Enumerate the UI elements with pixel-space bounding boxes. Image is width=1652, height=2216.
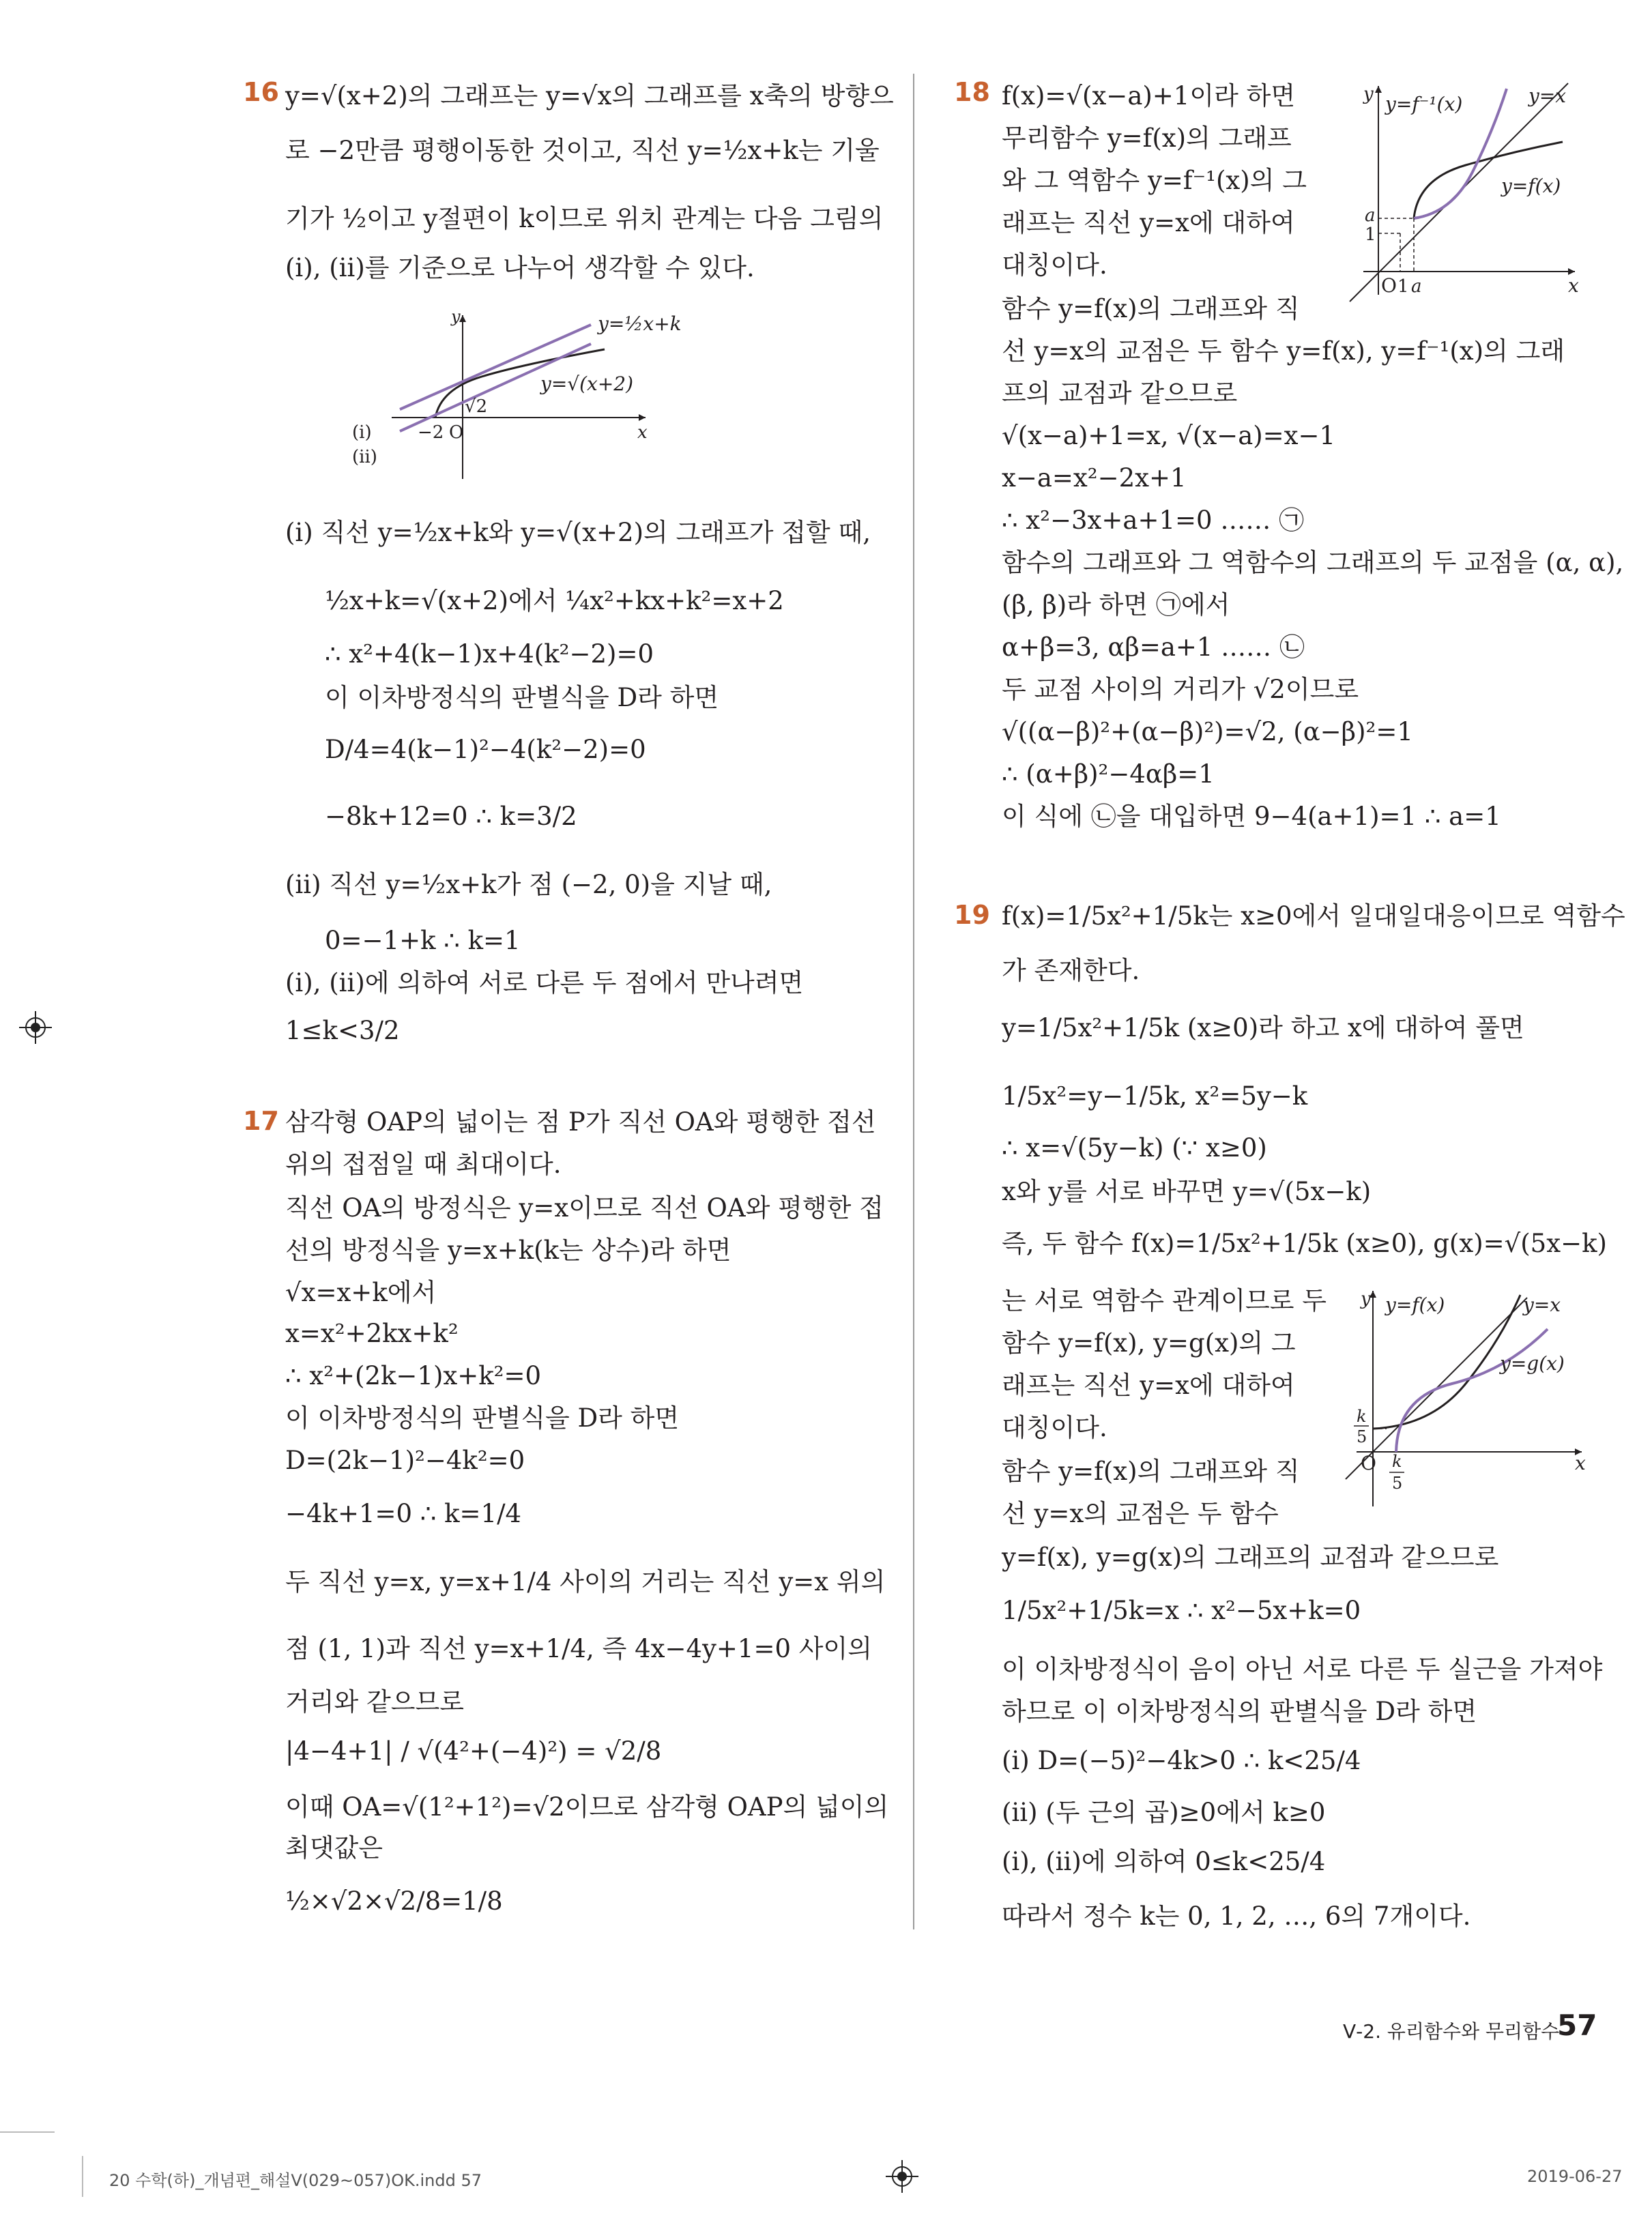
text-line: 이때 OA=√(1²+1²)=√2이므로 삼각형 OAP의 넓이의 bbox=[285, 1792, 889, 1822]
print-slug-date: 2019-06-27 bbox=[1527, 2167, 1623, 2186]
text-line: −8k+12=0 ∴ k=3/2 bbox=[325, 802, 577, 831]
text-line: |4−4+1| / √(4²+(−4)²) = √2/8 bbox=[285, 1736, 662, 1766]
identity-label: y=x bbox=[1523, 1294, 1561, 1316]
text-line: 로 −2만큼 평행이동한 것이고, 직선 y=½x+k는 기울 bbox=[285, 136, 880, 165]
axis-x-label: x bbox=[1575, 1452, 1586, 1474]
text-line: 선 y=x의 교점은 두 함수 bbox=[1002, 1499, 1279, 1528]
column-divider bbox=[913, 74, 914, 1929]
page-number: 57 bbox=[1557, 2009, 1597, 2042]
text-line: (ⅱ) (두 근의 곱)≥0에서 k≥0 bbox=[1002, 1798, 1326, 1827]
curve-label: y=√(x+2) bbox=[540, 373, 634, 395]
axis-y-label: y bbox=[451, 307, 461, 326]
text-line: 는 서로 역함수 관계이므로 두 bbox=[1002, 1286, 1327, 1315]
text-line: (ⅱ) 직선 y=½x+k가 점 (−2, 0)을 지날 때, bbox=[285, 870, 772, 899]
text-line: 두 직선 y=x, y=x+1/4 사이의 거리는 직선 y=x 위의 bbox=[285, 1567, 886, 1597]
chapter-footer: Ⅴ-2. 유리함수와 무리함수 bbox=[1343, 2020, 1560, 2043]
text-line: (ⅰ) D=(−5)²−4k>0 ∴ k<25/4 bbox=[1002, 1746, 1361, 1775]
text-line: 위의 접점일 때 최대이다. bbox=[285, 1150, 562, 1179]
text-line: α+β=3, αβ=a+1 …… ㉡ bbox=[1002, 632, 1305, 662]
k5-y-denominator: 5 bbox=[1357, 1427, 1367, 1446]
text-line: D=(2k−1)²−4k²=0 bbox=[285, 1446, 525, 1475]
g-label: y=g(x) bbox=[1500, 1352, 1565, 1375]
text-line: 함수 y=f(x)의 그래프와 직 bbox=[1002, 294, 1300, 323]
text-line: 1≤k<3/2 bbox=[285, 1016, 400, 1045]
text-line: (ⅰ), (ⅱ)에 의하여 0≤k<25/4 bbox=[1002, 1847, 1326, 1876]
figure-16-graph bbox=[352, 302, 682, 490]
text-line: 래프는 직선 y=x에 대하여 bbox=[1002, 1371, 1295, 1400]
f-label: y=f(x) bbox=[1385, 1294, 1445, 1316]
text-line: −4k+1=0 ∴ k=1/4 bbox=[285, 1499, 522, 1528]
origin-label: O bbox=[1381, 274, 1397, 297]
text-line: 함수 y=f(x)의 그래프와 직 bbox=[1002, 1457, 1300, 1486]
origin-label: O bbox=[449, 422, 464, 443]
k5-x-denominator: 5 bbox=[1392, 1474, 1403, 1493]
axis-x-label: x bbox=[637, 422, 648, 443]
text-line: 즉, 두 함수 f(x)=1/5x²+1/5k (x≥0), g(x)=√(5x−k) bbox=[1002, 1229, 1607, 1258]
text-line: 0=−1+k ∴ k=1 bbox=[325, 926, 521, 955]
sqrt2-label: √2 bbox=[465, 396, 488, 417]
axis-y-label: y bbox=[1361, 1289, 1371, 1309]
text-line: √((α−β)²+(α−β)²)=√2, (α−β)²=1 bbox=[1002, 717, 1413, 746]
k5-x-numerator: k bbox=[1392, 1452, 1402, 1471]
text-line: √(x−a)+1=x, √(x−a)=x−1 bbox=[1002, 421, 1336, 450]
text-line: x−a=x²−2x+1 bbox=[1002, 463, 1187, 493]
text-line: 함수 y=f(x), y=g(x)의 그 bbox=[1002, 1328, 1296, 1358]
one-x-label: 1 bbox=[1397, 276, 1409, 297]
problem-number: 16 bbox=[243, 77, 279, 107]
text-line: ∴ x²+4(k−1)x+4(k²−2)=0 bbox=[325, 639, 654, 669]
text-line: D/4=4(k−1)²−4(k²−2)=0 bbox=[325, 735, 646, 764]
text-line: 이 이차방정식의 판별식을 D라 하면 bbox=[325, 683, 719, 712]
registration-mark-icon bbox=[886, 2160, 918, 2193]
text-line: 대칭이다. bbox=[1002, 1413, 1107, 1442]
a-axis-label: a bbox=[1365, 205, 1376, 226]
problem-number: 17 bbox=[243, 1106, 279, 1136]
k5-y-numerator: k bbox=[1357, 1407, 1367, 1426]
text-line: √x=x+k에서 bbox=[285, 1278, 437, 1307]
text-line: 최댓값은 bbox=[285, 1833, 383, 1863]
problem-number: 18 bbox=[954, 77, 990, 107]
text-line: y=1/5x²+1/5k (x≥0)라 하고 x에 대하여 풀면 bbox=[1002, 1013, 1524, 1043]
text-line: (ⅰ), (ⅱ)를 기준으로 나누어 생각할 수 있다. bbox=[285, 253, 755, 282]
text-line: 삼각형 OAP의 넓이는 점 P가 직선 OA와 평행한 접선 bbox=[285, 1107, 876, 1137]
text-line: 함수의 그래프와 그 역함수의 그래프의 두 교점을 (α, α), bbox=[1002, 548, 1624, 577]
case-ii-label: (ⅱ) bbox=[352, 447, 377, 467]
inverse-label: y=f⁻¹(x) bbox=[1385, 93, 1463, 115]
text-line: 하므로 이 이차방정식의 판별식을 D라 하면 bbox=[1002, 1697, 1477, 1726]
problem-number: 19 bbox=[954, 900, 990, 930]
text-line: (ⅰ), (ⅱ)에 의하여 서로 다른 두 점에서 만나려면 bbox=[285, 968, 804, 997]
text-line: ∴ x²+(2k−1)x+k²=0 bbox=[285, 1361, 542, 1390]
f-label: y=f(x) bbox=[1501, 175, 1561, 197]
text-line: x와 y를 서로 바꾸면 y=√(5x−k) bbox=[1002, 1177, 1372, 1206]
text-line: ½x+k=√(x+2)에서 ¼x²+kx+k²=x+2 bbox=[325, 586, 784, 615]
crop-line bbox=[0, 2131, 55, 2133]
text-line: 이 이차방정식의 판별식을 D라 하면 bbox=[285, 1403, 680, 1433]
a-x-label: a bbox=[1411, 276, 1422, 297]
text-line: ½×√2×√2/8=1/8 bbox=[285, 1886, 503, 1916]
origin-label: O bbox=[1361, 1452, 1376, 1474]
neg2-label: −2 bbox=[418, 422, 444, 443]
text-line: 대칭이다. bbox=[1002, 250, 1107, 280]
text-line: 무리함수 y=f(x)의 그래프 bbox=[1002, 123, 1292, 153]
text-line: 이 식에 ㉡을 대입하면 9−4(a+1)=1 ∴ a=1 bbox=[1002, 802, 1501, 831]
text-line: ∴ x²−3x+a+1=0 …… ㉠ bbox=[1002, 506, 1305, 535]
axis-y-label: y bbox=[1363, 84, 1374, 104]
figure-19-graph bbox=[1350, 1281, 1595, 1517]
identity-label: y=x bbox=[1528, 85, 1567, 107]
text-line: 선의 방정식을 y=x+k(k는 상수)라 하면 bbox=[285, 1236, 731, 1265]
text-line: 따라서 정수 k는 0, 1, 2, …, 6의 7개이다. bbox=[1002, 1901, 1471, 1931]
text-line: x=x²+2kx+k² bbox=[285, 1319, 459, 1348]
text-line: f(x)=1/5x²+1/5k는 x≥0에서 일대일대응이므로 역함수 bbox=[1002, 901, 1625, 931]
text-line: 거리와 같으므로 bbox=[285, 1687, 464, 1717]
axis-x-label: x bbox=[1568, 274, 1579, 297]
text-line: 선 y=x의 교점은 두 함수 y=f(x), y=f⁻¹(x)의 그래 bbox=[1002, 336, 1565, 366]
case-i-label: (ⅰ) bbox=[352, 422, 372, 443]
figure-18-graph bbox=[1343, 76, 1595, 306]
text-line: 기가 ½이고 y절편이 k이므로 위치 관계는 다음 그림의 bbox=[285, 204, 884, 233]
crop-line bbox=[82, 2156, 83, 2197]
text-line: 래프는 직선 y=x에 대하여 bbox=[1002, 208, 1295, 237]
text-line: y=√(x+2)의 그래프는 y=√x의 그래프를 x축의 방향으 bbox=[285, 81, 894, 111]
text-line: 가 존재한다. bbox=[1002, 956, 1140, 985]
text-line: 점 (1, 1)과 직선 y=x+1/4, 즉 4x−4y+1=0 사이의 bbox=[285, 1634, 872, 1663]
text-line: 이 이차방정식이 음이 아닌 서로 다른 두 실근을 가져야 bbox=[1002, 1654, 1603, 1684]
text-line: 와 그 역함수 y=f⁻¹(x)의 그 bbox=[1002, 166, 1307, 195]
text-line: (β, β)라 하면 ㉠에서 bbox=[1002, 590, 1230, 619]
text-line: 직선 OA의 방정식은 y=x이므로 직선 OA와 평행한 접 bbox=[285, 1193, 884, 1223]
one-axis-label: 1 bbox=[1365, 224, 1376, 245]
text-line: 두 교점 사이의 거리가 √2이므로 bbox=[1002, 675, 1359, 704]
registration-mark-icon bbox=[19, 1011, 52, 1044]
text-line: f(x)=√(x−a)+1이라 하면 bbox=[1002, 81, 1296, 111]
text-line: 1/5x²+1/5k=x ∴ x²−5x+k=0 bbox=[1002, 1596, 1361, 1625]
text-line: 프의 교점과 같으므로 bbox=[1002, 379, 1238, 408]
print-slug-filename: 20 수학(하)_개념편_해설Ⅴ(029~057)OK.indd 57 bbox=[109, 2171, 482, 2190]
text-line: ∴ (α+β)²−4αβ=1 bbox=[1002, 759, 1215, 789]
text-line: ∴ x=√(5y−k) (∵ x≥0) bbox=[1002, 1133, 1267, 1163]
text-line: 1/5x²=y−1/5k, x²=5y−k bbox=[1002, 1081, 1308, 1111]
text-line: y=f(x), y=g(x)의 그래프의 교점과 같으므로 bbox=[1002, 1543, 1499, 1572]
line-label: y=½x+k bbox=[598, 312, 682, 335]
text-line: (ⅰ) 직선 y=½x+k와 y=√(x+2)의 그래프가 접할 때, bbox=[285, 518, 871, 547]
